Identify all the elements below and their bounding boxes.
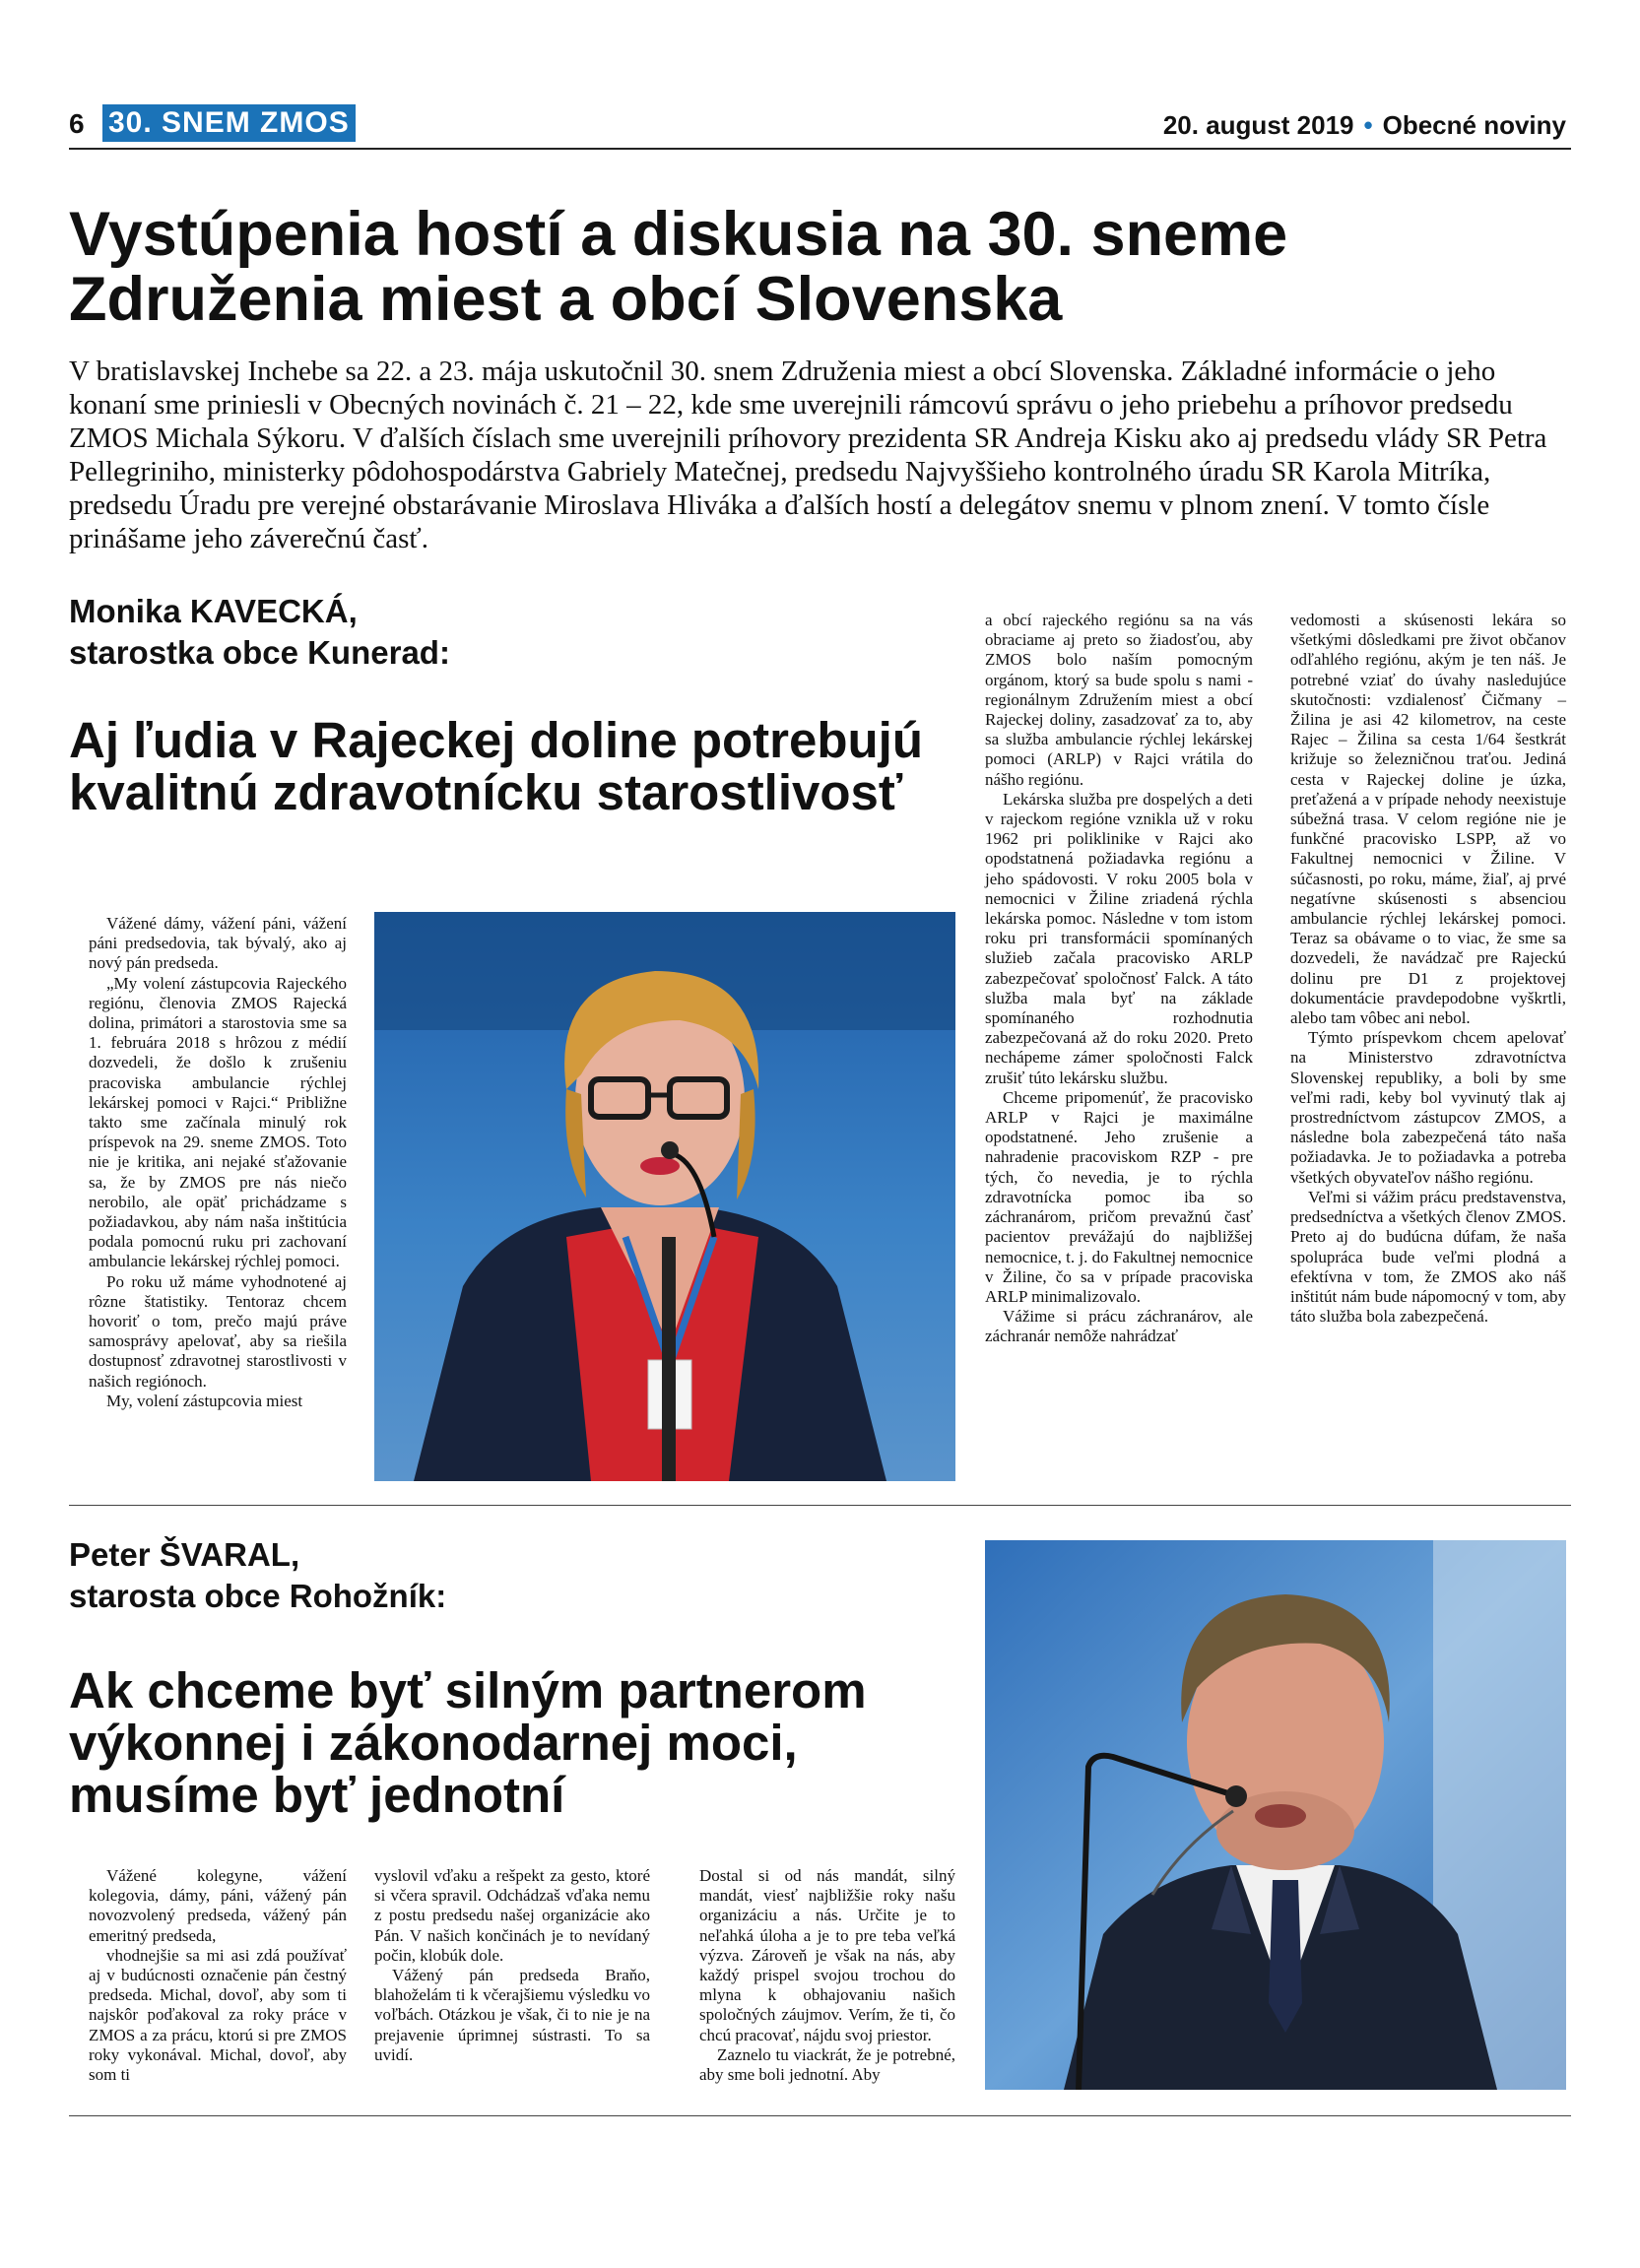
speaker-1-name: Monika KAVECKÁ, [69, 593, 358, 629]
speech-1-column-1 [89, 914, 347, 1411]
speech-1-headline: Aj ľudia v Rajeckej doline potrebujú kvalitnú zdravotnícku starostlivosť [69, 712, 923, 820]
paragraph: Vážené kolegyne, vážení kolegovia, dámy, páni, vážený pán novozvolený predseda, vážený pán emeritný predseda, [89, 1866, 347, 1945]
page-number: 6 [69, 108, 85, 139]
speaker-1-byline [69, 591, 680, 674]
article-title: Vystúpenia hostí a diskusia na 30. sneme Združenia miest a obcí Slovenska [69, 200, 1288, 334]
paragraph: Dostal si od nás mandát, silný mandát, viesť najbližšie roky našu organizáciu a nás. Určite je to neľahká úloha a je to pre teba veľká výzva. Zároveň je však na nás, aby každý prispel svojou trochou do mlyna k obhajovaniu našich spoločných záujmov. Verím, že ti, čo chcú pracovať, nájdu svoj priestor. [699, 1866, 955, 2044]
speech-1-column-3 [1290, 611, 1566, 1327]
speech-1-column-2 [985, 611, 1253, 1347]
article-lead: V bratislavskej Inchebe sa 22. a 23. mája uskutočnil 30. snem Združenia miest a obcí Slovenska. Základné informácie o jeho konaní sme priniesli v Obecných novinách č. 21 – 22, kde sme uverejnili rámcovú správu o jeho priebehu a príhovor predsedu ZMOS Michala Sýkoru. V ďalších číslach sme uverejnili príhovory prezidenta SR Andreja Kisku ako aj predsedu vlády SR Petra Pellegriniho, ministerky pôdohospodárstva Gabriely Matečnej, predsedu Najvyššieho kontrolného úradu SR Karola Mitríka, predsedu Úradu pre verejné obstarávanie Miroslava Hliváka a ďalších hostí a delegátov snemu v plnom znení. V tomto čísle prinášame jeho záverečnú časť. [69, 356, 1547, 554]
paragraph: Veľmi si vážim prácu predstavenstva, predsedníctva a všetkých členov ZMOS. Preto aj do budúcna dúfam, že naša spolupráca bude veľmi plodná a efektívna v tom, že ZMOS ako náš inštitút nám bude nápomocný v tom, aby táto služba bola zabezpečená. [1290, 1187, 1566, 1327]
paragraph: vhodnejšie sa mi asi zdá používať aj v budúcnosti označenie pán čestný predseda. Michal, dovoľ, aby som ti najskôr poďakoval za roky práce v ZMOS a za prácu, ktorú si pre ZMOS roky vykonával. Michal, dovoľ, aby som ti [89, 1945, 347, 2085]
speaker-1-role: starostka obce Kunerad: [69, 634, 450, 671]
speaker-2-byline [69, 1534, 680, 1617]
paragraph: Chceme pripomenúť, že pracovisko ARLP v Rajci je maximálne opodstatnené. Jeho zrušenie a nahradenie pracoviskom RZP - pre tých, čo nevedia, je to rýchla zdravotnícka pomoc iba so záchranárom, pričom prevažnú časť pacientov prevážajú do najbližšej nemocnice, t. j. do Fakultnej nemocnice v Žiline, čo sa v prípade pracoviska ARLP minimalizovalo. [985, 1087, 1253, 1306]
paragraph: a obcí rajeckého regiónu sa na vás obraciame aj preto so žiadosťou, aby ZMOS bolo naším pomocným orgánom, ktorý sa bude spolu s nami - regionálnym Združením miest a obcí Rajeckej doliny, zasadzovať za to, aby sa služba ambulancie rýchlej lekárskej pomoci (ARLP) v Rajci vrátila do nášho regiónu. [985, 611, 1253, 789]
paragraph: Vážime si prácu záchranárov, ale záchranár nemôže nahrádzať [985, 1307, 1253, 1346]
publication-name: Obecné noviny [1382, 110, 1566, 140]
paragraph: Po roku už máme vyhodnotené aj rôzne štatistiky. Tentoraz chcem hovoriť o tom, prečo majú práve samosprávy apelovať, aby sa riešila dostupnosť zdravotnej starostlivosti v našich regiónoch. [89, 1271, 347, 1391]
speech-2-column-2 [374, 1866, 650, 2065]
speaker-2-role: starosta obce Rohožník: [69, 1578, 447, 1614]
speaker-2-name: Peter ŠVARAL, [69, 1536, 300, 1573]
paragraph: Týmto príspevkom chcem apelovať na Ministerstvo zdravotníctva Slovenskej republiky, a boli by sme veľmi radi, keby bol vyvinutý tlak aj prostredníctvom zástupcov ZMOS, a následne bola zabezpečená táto naša požiadavka. Je to požiadavka a potreba všetkých obyvateľov nášho regiónu. [1290, 1028, 1566, 1187]
issue-date: 20. august 2019 [1162, 110, 1354, 140]
paragraph: Lekárska služba pre dospelých a deti v rajeckom regióne vznikla už v roku 1962 pri poliklinike v Rajci ako opodstatnená požiadavka regiónu a jeho spádovosti. V roku 2005 bola v nemocnici v Žiline zriadená rýchla lekárska pomoc. Následne v tom istom roku pri transformácii spomínaných služieb začala pracovisko ARLP zabezpečovať spoločnosť Falck. A táto služba mala byť na základe spomínaného rozhodnutia zabezpečovaná až do roku 2020. Preto nechápeme zámer spoločnosti Falck zrušiť túto lekársku službu. [985, 789, 1253, 1087]
speaker-2-portrait [985, 1540, 1566, 2090]
speech-2-column-3 [699, 1866, 955, 2085]
paragraph: My, volení zástupcovia miest [106, 1391, 303, 1410]
paragraph: „My volení zástupcovia Rajeckého regiónu, členovia ZMOS Rajecká dolina, primátori a starostovia sme sa 1. februára 2018 s hrôzou z médií dozvedeli, že došlo k zrušeniu pracoviska ambulancie rýchlej lekárskej pomoci v Rajci.“ Približne takto sme začínala minulý rok príspevok na 29. sneme ZMOS. Toto nie je kritika, ani nejaké sťažovanie sa, že by ZMOS pre nás niečo nerobilo, ale opäť prichádzame s požiadavkou, aby nám naša inštitúcia podala pomocnú ruku pri zachovaní ambulancie lekárskej rýchlej pomoci. [89, 973, 347, 1271]
section-label: 30. SNEM ZMOS [102, 104, 356, 142]
separator-dot: • [1363, 110, 1373, 140]
speaker-1-portrait [374, 912, 955, 1481]
photo-peter-svaral [985, 1540, 1566, 2090]
paragraph: Zaznelo tu viackrát, že je potrebné, aby sme boli jednotní. Aby [699, 2044, 955, 2085]
paragraph: vedomosti a skúsenosti lekára so všetkými dôsledkami pre život občanov odľahlého regiónu, akým je ten náš. Je potrebné vziať do úvahy nasledujúce skutočnosti: vzdialenosť Čičmany – Žilina je asi 42 kilometrov, na ceste Rajec – Žilina sa cesta 1/64 šestkrát križuje so železničnou traťou. Jediná cesta v Rajeckej doline je úzka, preťažená a v prípade nehody neexistuje súbežná trasa. V celom regióne nie je funkčné pracovisko LSPP, až vo Fakultnej nemocnici v Žiline. V súčasnosti, po roku, máme, žiaľ, aj prvé negatívne skúsenosti s absenciou ambulancie rýchlej lekárskej pomoci. Teraz sa obávame o to viac, že sme sa dozvedeli, že navádzač pre Rajeckú dolinu pre D1 z projektovej dokumentácie pravdepodobne vyškrtli, alebo tam vôbec ani nebol. [1290, 611, 1566, 1028]
issue-info [1163, 110, 1566, 141]
photo-monika-kavecka [374, 912, 955, 1481]
paragraph: Vážené dámy, vážení páni, vážení páni predsedovia, tak bývalý, ako aj nový pán predseda. [89, 914, 347, 973]
header-rule [69, 148, 1571, 150]
bottom-rule [69, 2115, 1571, 2116]
paragraph: Vážený pán predseda Braňo, blahoželám ti k včerajšiemu výsledku vo voľbách. Otázkou je však, či to nie je na prejavenie úprimnej sústrasti. To sa uvidí. [374, 1966, 650, 2064]
section-divider [69, 1505, 1571, 1506]
speech-2-column-1 [89, 1866, 347, 2085]
speech-2-headline: Ak chceme byť silným partnerom výkonnej i zákonodarnej moci, musíme byť jednotní [69, 1662, 867, 1823]
paragraph: vyslovil vďaku a rešpekt za gesto, ktoré si včera spravil. Odchádzaš vďaka nemu z postu predsedu našej organizácie ako Pán. V našich končinách je to nevídaný počin, klobúk dole. [374, 1866, 650, 1965]
